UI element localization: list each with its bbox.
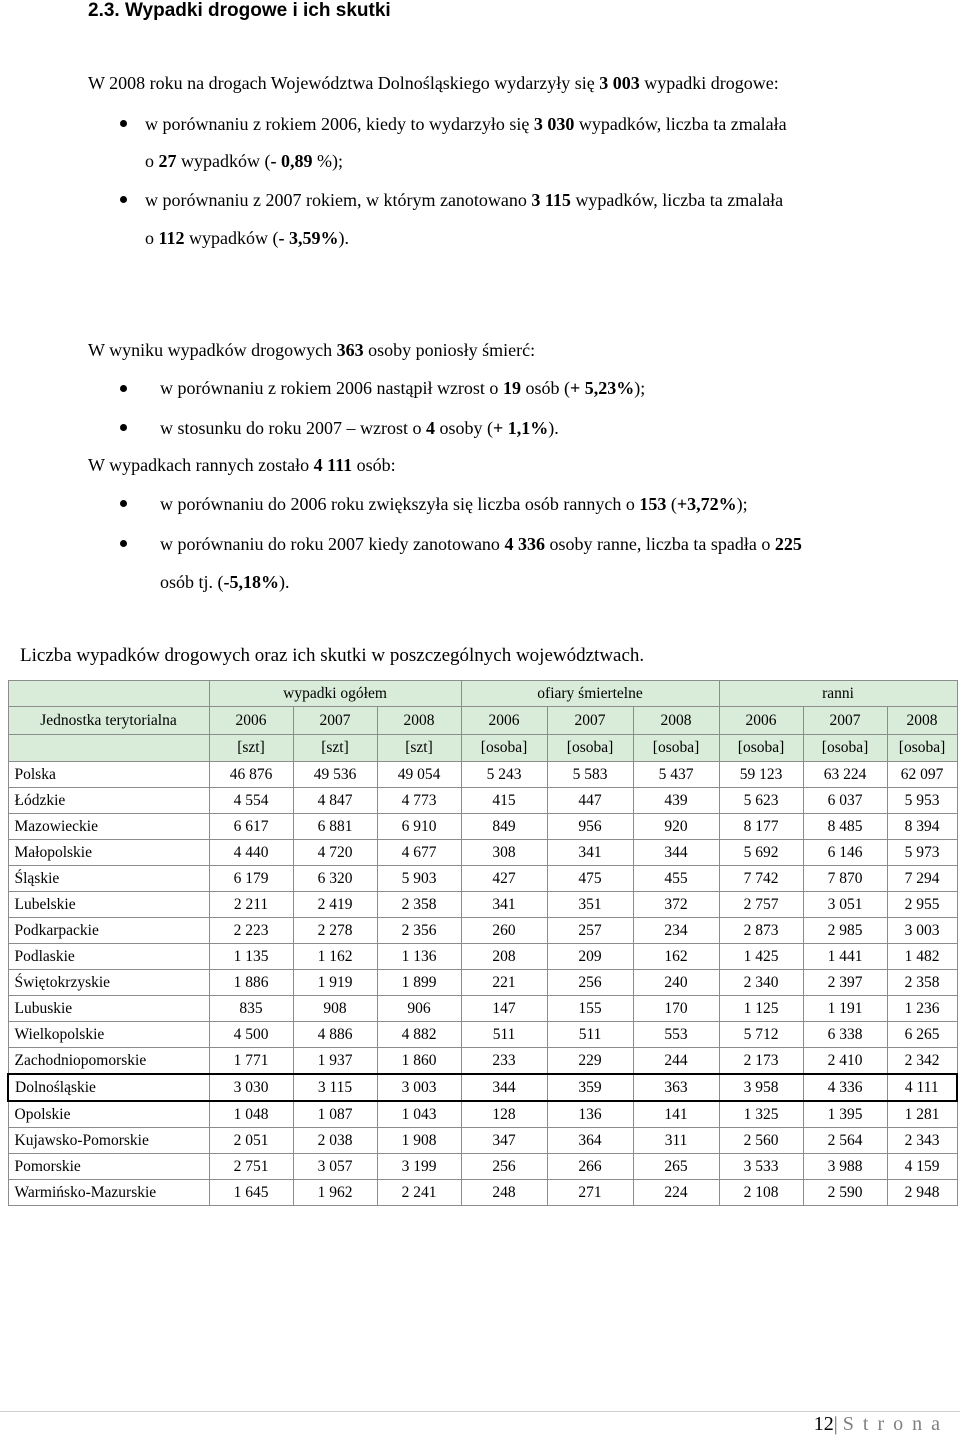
group-header-deaths: ofiary śmiertelne — [461, 681, 719, 707]
bold-value: 3 003 — [599, 73, 640, 93]
bullet-icon — [120, 196, 127, 203]
value-cell: 6 338 — [803, 1022, 887, 1048]
bullet-icon — [120, 120, 127, 127]
value-cell: 4 440 — [209, 840, 293, 866]
value-cell: 920 — [633, 814, 719, 840]
value-cell: 4 111 — [887, 1074, 957, 1101]
value-cell: 311 — [633, 1128, 719, 1154]
value-cell: 1 087 — [293, 1101, 377, 1128]
value-cell: 2 211 — [209, 892, 293, 918]
value-cell: 5 692 — [719, 840, 803, 866]
value-cell: 49 536 — [293, 762, 377, 788]
bold-value: +3,72% — [676, 494, 737, 514]
value-cell: 1 908 — [377, 1128, 461, 1154]
value-cell: 5 243 — [461, 762, 547, 788]
text: w porównaniu do roku 2007 kiedy zanotowano — [160, 534, 505, 554]
value-cell: 1 962 — [293, 1180, 377, 1206]
value-cell: 2 358 — [377, 892, 461, 918]
text: o — [145, 151, 159, 171]
value-cell: 229 — [547, 1048, 633, 1075]
value-cell: 8 177 — [719, 814, 803, 840]
value-cell: 6 910 — [377, 814, 461, 840]
table-row — [8, 1048, 957, 1075]
page-footer — [814, 1413, 942, 1436]
value-cell: 3 051 — [803, 892, 887, 918]
value-cell: 260 — [461, 918, 547, 944]
value-cell: 347 — [461, 1128, 547, 1154]
value-cell: 7 870 — [803, 866, 887, 892]
bullet-accidents-2006-cont — [145, 151, 343, 171]
value-cell: 147 — [461, 996, 547, 1022]
text: wypadki drogowe: — [639, 73, 779, 93]
value-cell: 2 342 — [887, 1048, 957, 1075]
value-cell: 2 560 — [719, 1128, 803, 1154]
value-cell: 4 554 — [209, 788, 293, 814]
region-name-cell: Lubelskie — [8, 892, 209, 918]
value-cell: 208 — [461, 944, 547, 970]
table-row — [8, 996, 957, 1022]
value-cell: 128 — [461, 1101, 547, 1128]
text: %); — [312, 151, 343, 171]
bullet-icon — [120, 500, 127, 507]
table-row — [8, 1101, 957, 1128]
bullet-deaths-2007 — [160, 418, 559, 438]
unit-header: [szt] — [293, 735, 377, 762]
value-cell: 511 — [461, 1022, 547, 1048]
value-cell: 6 037 — [803, 788, 887, 814]
table-row — [8, 944, 957, 970]
value-cell: 351 — [547, 892, 633, 918]
value-cell: 3 199 — [377, 1154, 461, 1180]
text: w stosunku do roku 2007 – wzrost o — [160, 418, 426, 438]
table-row — [8, 814, 957, 840]
bullet-injured-2007-cont — [160, 572, 290, 592]
table-row — [8, 1180, 957, 1206]
value-cell: 2 223 — [209, 918, 293, 944]
value-cell: 5 437 — [633, 762, 719, 788]
value-cell: 4 847 — [293, 788, 377, 814]
footer-label: S t r o n a — [842, 1413, 942, 1435]
group-header-accidents: wypadki ogółem — [209, 681, 461, 707]
table-row — [8, 1154, 957, 1180]
region-name-cell: Dolnośląskie — [8, 1074, 209, 1101]
value-cell: 1 425 — [719, 944, 803, 970]
value-cell: 5 953 — [887, 788, 957, 814]
value-cell: 447 — [547, 788, 633, 814]
value-cell: 906 — [377, 996, 461, 1022]
year-header: 2007 — [547, 707, 633, 735]
unit-header: [osoba] — [887, 735, 957, 762]
text: ). — [338, 228, 349, 248]
text: osób tj. ( — [160, 572, 224, 592]
region-name-cell: Warmińsko-Mazurskie — [8, 1180, 209, 1206]
unit-row-label — [8, 735, 209, 762]
value-cell: 234 — [633, 918, 719, 944]
value-cell: 2 397 — [803, 970, 887, 996]
value-cell: 308 — [461, 840, 547, 866]
value-cell: 5 623 — [719, 788, 803, 814]
value-cell: 248 — [461, 1180, 547, 1206]
value-cell: 2 343 — [887, 1128, 957, 1154]
text: osoby ( — [435, 418, 493, 438]
value-cell: 341 — [547, 840, 633, 866]
value-cell: 2 564 — [803, 1128, 887, 1154]
value-cell: 8 394 — [887, 814, 957, 840]
region-name-cell: Podlaskie — [8, 944, 209, 970]
paragraph-deaths-intro — [88, 340, 535, 360]
text: wypadków, liczba ta zmalała — [570, 190, 784, 210]
value-cell: 46 876 — [209, 762, 293, 788]
bold-value: - 0,89 — [270, 151, 313, 171]
value-cell: 4 677 — [377, 840, 461, 866]
region-name-cell: Małopolskie — [8, 840, 209, 866]
table-row — [8, 918, 957, 944]
value-cell: 6 265 — [887, 1022, 957, 1048]
page-number: 12 — [813, 1413, 834, 1435]
value-cell: 4 336 — [803, 1074, 887, 1101]
text: osób: — [352, 455, 396, 475]
year-header: 2007 — [293, 707, 377, 735]
text: W wypadkach rannych zostało — [88, 455, 314, 475]
value-cell: 427 — [461, 866, 547, 892]
text: W wyniku wypadków drogowych — [88, 340, 337, 360]
table-row — [8, 1074, 957, 1101]
unit-header: [osoba] — [461, 735, 547, 762]
bullet-accidents-2007-cont — [145, 228, 349, 248]
value-cell: 4 720 — [293, 840, 377, 866]
region-name-cell: Śląskie — [8, 866, 209, 892]
bold-value: 27 — [158, 151, 177, 171]
value-cell: 4 882 — [377, 1022, 461, 1048]
footer-separator: | — [833, 1413, 838, 1435]
paragraph-injured-intro — [88, 455, 396, 475]
value-cell: 1 236 — [887, 996, 957, 1022]
bullet-injured-2006 — [160, 494, 748, 514]
bold-value: - 3,59% — [278, 228, 339, 248]
bullet-accidents-2006 — [145, 114, 787, 134]
value-cell: 1 395 — [803, 1101, 887, 1128]
bold-value: 4 111 — [313, 455, 353, 475]
value-cell: 6 179 — [209, 866, 293, 892]
value-cell: 224 — [633, 1180, 719, 1206]
bullet-icon — [120, 540, 127, 547]
value-cell: 257 — [547, 918, 633, 944]
text: osoby poniosły śmierć: — [363, 340, 536, 360]
footer-divider — [0, 1411, 960, 1412]
value-cell: 1 125 — [719, 996, 803, 1022]
value-cell: 1 048 — [209, 1101, 293, 1128]
value-cell: 244 — [633, 1048, 719, 1075]
value-cell: 7 742 — [719, 866, 803, 892]
accidents-table — [7, 680, 958, 1206]
value-cell: 2 955 — [887, 892, 957, 918]
value-cell: 1 645 — [209, 1180, 293, 1206]
unit-column-header: Jednostka terytorialna — [8, 707, 209, 735]
value-cell: 2 278 — [293, 918, 377, 944]
value-cell: 341 — [461, 892, 547, 918]
value-cell: 6 320 — [293, 866, 377, 892]
bold-value: 19 — [502, 378, 521, 398]
value-cell: 4 886 — [293, 1022, 377, 1048]
text: w porównaniu z rokiem 2006 nastąpił wzrost o — [160, 378, 503, 398]
value-cell: 908 — [293, 996, 377, 1022]
value-cell: 271 — [547, 1180, 633, 1206]
value-cell: 364 — [547, 1128, 633, 1154]
value-cell: 4 159 — [887, 1154, 957, 1180]
value-cell: 256 — [461, 1154, 547, 1180]
table-year-header-row — [8, 707, 957, 735]
text: osób ( — [520, 378, 570, 398]
unit-header: [osoba] — [719, 735, 803, 762]
value-cell: 1 136 — [377, 944, 461, 970]
value-cell: 2 241 — [377, 1180, 461, 1206]
table-row — [8, 788, 957, 814]
text: o — [145, 228, 159, 248]
value-cell: 1 771 — [209, 1048, 293, 1075]
value-cell: 2 340 — [719, 970, 803, 996]
value-cell: 233 — [461, 1048, 547, 1075]
value-cell: 209 — [547, 944, 633, 970]
value-cell: 155 — [547, 996, 633, 1022]
value-cell: 415 — [461, 788, 547, 814]
text: ( — [666, 494, 677, 514]
value-cell: 2 948 — [887, 1180, 957, 1206]
year-header: 2008 — [887, 707, 957, 735]
table-row — [8, 970, 957, 996]
bold-value: 4 — [426, 418, 435, 438]
value-cell: 553 — [633, 1022, 719, 1048]
value-cell: 8 485 — [803, 814, 887, 840]
text: w porównaniu do 2006 roku zwiększyła się liczba osób rannych o — [160, 494, 640, 514]
region-name-cell: Mazowieckie — [8, 814, 209, 840]
text: wypadków, liczba ta zmalała — [574, 114, 787, 134]
year-header: 2007 — [803, 707, 887, 735]
value-cell: 2 038 — [293, 1128, 377, 1154]
value-cell: 849 — [461, 814, 547, 840]
value-cell: 256 — [547, 970, 633, 996]
value-cell: 6 617 — [209, 814, 293, 840]
unit-header: [osoba] — [633, 735, 719, 762]
region-name-cell: Zachodniopomorskie — [8, 1048, 209, 1075]
table-corner-cell — [8, 681, 209, 707]
value-cell: 162 — [633, 944, 719, 970]
group-header-injured: ranni — [719, 681, 957, 707]
value-cell: 5 903 — [377, 866, 461, 892]
value-cell: 3 003 — [377, 1074, 461, 1101]
value-cell: 359 — [547, 1074, 633, 1101]
value-cell: 1 886 — [209, 970, 293, 996]
value-cell: 7 294 — [887, 866, 957, 892]
region-name-cell: Opolskie — [8, 1101, 209, 1128]
value-cell: 1 191 — [803, 996, 887, 1022]
unit-header: [szt] — [209, 735, 293, 762]
table-row — [8, 762, 957, 788]
value-cell: 511 — [547, 1022, 633, 1048]
value-cell: 6 881 — [293, 814, 377, 840]
year-header: 2008 — [377, 707, 461, 735]
bold-value: 363 — [336, 340, 364, 360]
value-cell: 3 057 — [293, 1154, 377, 1180]
value-cell: 1 860 — [377, 1048, 461, 1075]
year-header: 2008 — [633, 707, 719, 735]
value-cell: 240 — [633, 970, 719, 996]
text: ). — [548, 418, 559, 438]
value-cell: 2 757 — [719, 892, 803, 918]
region-name-cell: Łódzkie — [8, 788, 209, 814]
value-cell: 1 281 — [887, 1101, 957, 1128]
table-row — [8, 1128, 957, 1154]
value-cell: 344 — [633, 840, 719, 866]
bold-value: + 1,1% — [493, 418, 549, 438]
section-heading: 2.3. Wypadki drogowe i ich skutki — [88, 0, 391, 21]
unit-header: [osoba] — [547, 735, 633, 762]
value-cell: 455 — [633, 866, 719, 892]
value-cell: 956 — [547, 814, 633, 840]
value-cell: 2 419 — [293, 892, 377, 918]
value-cell: 835 — [209, 996, 293, 1022]
value-cell: 59 123 — [719, 762, 803, 788]
unit-header: [szt] — [377, 735, 461, 762]
value-cell: 1 441 — [803, 944, 887, 970]
paragraph-accidents-intro — [88, 73, 779, 93]
value-cell: 1 919 — [293, 970, 377, 996]
bullet-icon — [120, 424, 127, 431]
value-cell: 3 030 — [209, 1074, 293, 1101]
year-header: 2006 — [461, 707, 547, 735]
value-cell: 3 533 — [719, 1154, 803, 1180]
text: wypadków ( — [176, 151, 271, 171]
value-cell: 1 937 — [293, 1048, 377, 1075]
bullet-accidents-2007 — [145, 190, 783, 210]
region-name-cell: Wielkopolskie — [8, 1022, 209, 1048]
table-caption: Liczba wypadków drogowych oraz ich skutki w poszczególnych województwach. — [20, 645, 645, 666]
value-cell: 141 — [633, 1101, 719, 1128]
bold-value: 3 115 — [531, 190, 571, 210]
value-cell: 5 583 — [547, 762, 633, 788]
year-header: 2006 — [209, 707, 293, 735]
table-body — [8, 762, 957, 1206]
value-cell: 62 097 — [887, 762, 957, 788]
value-cell: 5 973 — [887, 840, 957, 866]
value-cell: 1 325 — [719, 1101, 803, 1128]
bold-value: 4 336 — [504, 534, 545, 554]
value-cell: 49 054 — [377, 762, 461, 788]
value-cell: 2 173 — [719, 1048, 803, 1075]
region-name-cell: Polska — [8, 762, 209, 788]
text: osoby ranne, liczba ta spadła o — [544, 534, 775, 554]
value-cell: 2 590 — [803, 1180, 887, 1206]
table-row — [8, 1022, 957, 1048]
value-cell: 6 146 — [803, 840, 887, 866]
value-cell: 1 482 — [887, 944, 957, 970]
value-cell: 266 — [547, 1154, 633, 1180]
region-name-cell: Pomorskie — [8, 1154, 209, 1180]
bold-value: -5,18% — [223, 572, 280, 592]
value-cell: 372 — [633, 892, 719, 918]
region-name-cell: Lubuskie — [8, 996, 209, 1022]
text: ); — [634, 378, 646, 398]
value-cell: 439 — [633, 788, 719, 814]
bullet-icon — [120, 385, 127, 392]
table-row — [8, 840, 957, 866]
value-cell: 3 988 — [803, 1154, 887, 1180]
value-cell: 221 — [461, 970, 547, 996]
table-group-header-row — [8, 681, 957, 707]
value-cell: 3 958 — [719, 1074, 803, 1101]
value-cell: 4 500 — [209, 1022, 293, 1048]
text: w porównaniu z rokiem 2006, kiedy to wydarzyło się — [145, 114, 534, 134]
bold-value: 3 030 — [533, 114, 575, 134]
value-cell: 5 712 — [719, 1022, 803, 1048]
bold-value: 153 — [639, 494, 667, 514]
region-name-cell: Świętokrzyskie — [8, 970, 209, 996]
value-cell: 2 985 — [803, 918, 887, 944]
value-cell: 1 899 — [377, 970, 461, 996]
text: W 2008 roku na drogach Województwa Dolnośląskiego wydarzyły się — [88, 73, 600, 93]
year-header: 2006 — [719, 707, 803, 735]
text: w porównaniu z 2007 rokiem, w którym zanotowano — [145, 190, 532, 210]
value-cell: 344 — [461, 1074, 547, 1101]
bold-value: 225 — [774, 534, 802, 554]
value-cell: 2 751 — [209, 1154, 293, 1180]
value-cell: 1 135 — [209, 944, 293, 970]
value-cell: 2 051 — [209, 1128, 293, 1154]
value-cell: 2 410 — [803, 1048, 887, 1075]
value-cell: 475 — [547, 866, 633, 892]
value-cell: 1 043 — [377, 1101, 461, 1128]
value-cell: 2 356 — [377, 918, 461, 944]
region-name-cell: Kujawsko-Pomorskie — [8, 1128, 209, 1154]
region-name-cell: Podkarpackie — [8, 918, 209, 944]
value-cell: 136 — [547, 1101, 633, 1128]
value-cell: 363 — [633, 1074, 719, 1101]
value-cell: 170 — [633, 996, 719, 1022]
value-cell: 63 224 — [803, 762, 887, 788]
value-cell: 265 — [633, 1154, 719, 1180]
bold-value: 112 — [158, 228, 185, 248]
value-cell: 3 115 — [293, 1074, 377, 1101]
table-unit-header-row — [8, 735, 957, 762]
table-row — [8, 892, 957, 918]
text: ); — [736, 494, 748, 514]
text: wypadków ( — [184, 228, 279, 248]
value-cell: 2 873 — [719, 918, 803, 944]
value-cell: 2 108 — [719, 1180, 803, 1206]
text: ). — [279, 572, 290, 592]
value-cell: 2 358 — [887, 970, 957, 996]
value-cell: 1 162 — [293, 944, 377, 970]
bold-value: + 5,23% — [569, 378, 635, 398]
bullet-injured-2007 — [160, 534, 802, 554]
value-cell: 3 003 — [887, 918, 957, 944]
value-cell: 4 773 — [377, 788, 461, 814]
unit-header: [osoba] — [803, 735, 887, 762]
bullet-deaths-2006 — [160, 378, 645, 398]
table-row — [8, 866, 957, 892]
